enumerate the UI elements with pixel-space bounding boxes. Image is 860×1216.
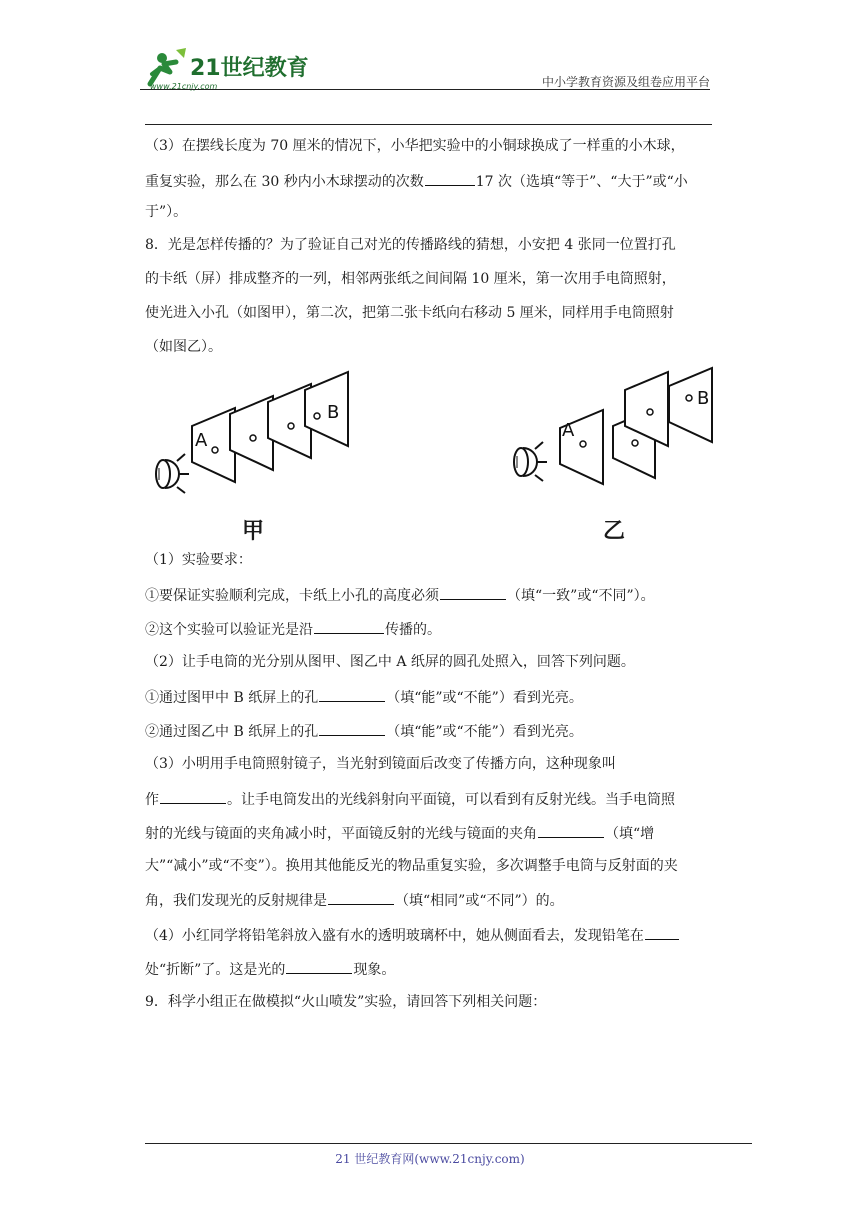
header-platform-name: 中小学教育资源及组卷应用平台	[541, 75, 710, 89]
answer-blank[interactable]	[160, 788, 226, 804]
q7-part3-line2: 重复实验，那么在 30 秒内小木球摆动的次数 17 次（选填“等于”、“大于”或“小	[145, 170, 688, 192]
card-a	[192, 408, 235, 482]
card-b	[669, 368, 712, 442]
card-b-label: B	[697, 388, 710, 409]
header-rule	[140, 89, 710, 90]
answer-blank[interactable]	[645, 924, 679, 940]
q7-part3-line1: （3）在摆线长度为 70 厘米的情况下，小华把实验中的小铜球换成了一样重的小木球，	[145, 138, 685, 154]
answer-blank[interactable]	[319, 686, 385, 702]
part3-line3: 射的光线与镜面的夹角减小时，平面镜反射的光线与镜面的夹角 （填“增	[145, 822, 654, 844]
figure-yi	[505, 366, 720, 486]
part4-line1: （4）小红同学将铅笔斜放入盛有水的透明玻璃杯中，她从侧面看去，发现铅笔在	[145, 924, 680, 946]
part3-line1: （3）小明用手电筒照射镜子，当光射到镜面后改变了传播方向，这种现象叫	[145, 756, 616, 772]
figure-jia	[145, 368, 365, 498]
q8-line2: 的卡纸（屏）排成整齐的一列，相邻两张纸之间间隔 10 厘米，第一次用手电筒照射，	[145, 271, 676, 287]
q7-part3-line3: 于”）。	[145, 204, 188, 220]
answer-blank[interactable]	[319, 720, 385, 736]
part1-item-a: ①要保证实验顺利完成，卡纸上小孔的高度必须 （填“一致”或“不同”）。	[145, 584, 655, 606]
card-a	[560, 410, 603, 484]
site-logo	[140, 44, 310, 94]
footer-rule	[145, 1143, 752, 1144]
figure-label-yi: 乙	[603, 519, 626, 544]
card-a-label: A	[195, 430, 208, 451]
part2-item-a: ①通过图甲中 B 纸屏上的孔 （填“能”或“不能”）看到光亮。	[145, 686, 583, 708]
answer-blank[interactable]	[538, 822, 604, 838]
part3-line4: 大”“减小”或“不变”）。换用其他能反光的物品重复实验，多次调整手电筒与反射面的夹	[145, 858, 678, 874]
answer-blank[interactable]	[314, 618, 384, 634]
answer-blank[interactable]	[440, 584, 506, 600]
footer-text[interactable]: 21 世纪教育网(www.21cnjy.com)	[335, 1152, 525, 1166]
part1-title: （1）实验要求：	[145, 552, 252, 568]
q8-line1: 8．光是怎样传播的？为了验证自己对光的传播路线的猜想，小安把 4 张同一位置打孔	[145, 237, 676, 253]
runner-icon	[150, 48, 186, 84]
part1-item-b: ②这个实验可以验证光是沿 传播的。	[145, 618, 441, 640]
answer-blank[interactable]	[425, 170, 475, 186]
card-a-label: A	[562, 420, 575, 441]
part2-title: （2）让手电筒的光分别从图甲、图乙中 A 纸屏的圆孔处照入，回答下列问题。	[145, 654, 635, 670]
card-2	[230, 396, 273, 470]
logo-url: www.21cnjy.com	[150, 82, 218, 91]
figure-label-jia: 甲	[242, 519, 265, 544]
part3-line5: 角，我们发现光的反射规律是 （填“相同”或“不同”）的。	[145, 889, 564, 911]
top-rule	[145, 124, 712, 125]
flashlight-icon	[156, 454, 189, 493]
part4-line2: 处“折断”了。这是光的 现象。	[145, 958, 395, 980]
answer-blank[interactable]	[286, 958, 352, 974]
q9-text: 9．科学小组正在做模拟“火山喷发”实验，请回答下列相关问题：	[145, 994, 547, 1010]
answer-blank[interactable]	[328, 889, 394, 905]
card-b-label: B	[327, 402, 340, 423]
q8-line4: （如图乙）。	[145, 339, 222, 355]
q8-line3: 使光进入小孔（如图甲），第二次，把第二张卡纸向右移动 5 厘米，同样用手电筒照射	[145, 305, 674, 321]
logo-text: 21世纪教育	[190, 56, 309, 81]
flashlight-icon	[514, 442, 547, 481]
part2-item-b: ②通过图乙中 B 纸屏上的孔 （填“能”或“不能”）看到光亮。	[145, 720, 583, 742]
part3-line2: 作 。让手电筒发出的光线斜射向平面镜，可以看到有反射光线。当手电筒照	[145, 788, 675, 810]
